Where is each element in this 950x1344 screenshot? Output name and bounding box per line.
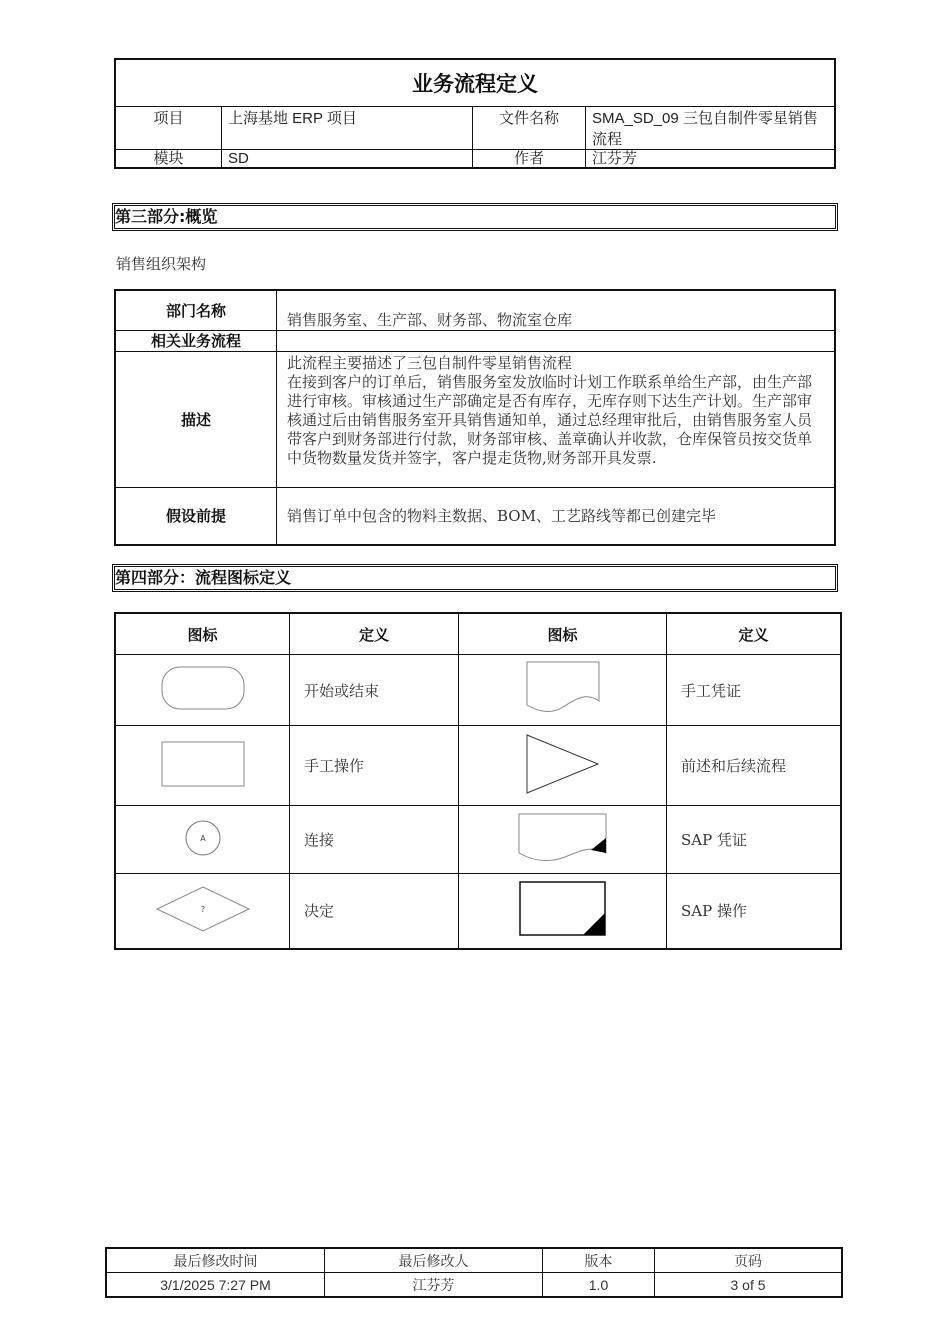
org-structure-label: 销售组织架构 [116,255,207,273]
page-label: 页码 [655,1248,843,1273]
table-row [115,726,841,806]
overview-table [114,289,836,546]
dept-value: 销售服务室、生产部、财务部、物流室仓库 [277,290,836,330]
module-label: 模块 [115,150,222,169]
rounded-rect-icon [115,655,290,726]
project-label: 项目 [115,107,222,150]
document-icon [459,655,667,726]
col-def-b: 定义 [667,613,842,655]
decision-mark: ? [200,904,205,914]
modified-by-label: 最后修改人 [325,1248,543,1273]
assume-key: 假设前提 [115,487,277,545]
desc-line1: 此流程主要描述了三包自制件零星销售流程 [287,353,573,372]
author-label: 作者 [473,150,586,169]
sap-document-icon [459,806,667,874]
desc-key: 描述 [115,351,277,487]
col-icon-a: 图标 [115,613,290,655]
modified-by-value: 江芬芳 [325,1273,543,1298]
triangle-icon [459,726,667,806]
def-sap-document: SAP 凭证 [667,806,842,874]
dept-key: 部门名称 [115,290,277,330]
diamond-icon [115,874,290,949]
col-icon-b: 图标 [459,613,667,655]
def-start-end: 开始或结束 [290,655,459,726]
rectangle-icon [115,726,290,806]
modified-time-value: 3/1/2025 7:27 PM [106,1273,325,1298]
doc-title: 业务流程定义 [115,59,835,107]
sap-operation-icon [459,874,667,949]
icon-definition-table [114,612,842,950]
desc-line2: 在接到客户的订单后，销售服务室发放临时计划工作联系单给生产部，由生产部进行审核。审核通过生产部确定是否有库存，无库存则下达生产计划。生产部审核通过后由销售服务室开具销售通知单，通过总经理审批后，由销售服务室人员带客户到财务部进行付款，财务部审核、盖章确认并收款，仓库保管员按交货单中货物数量发货并签字，客户提走货物,财务部开具发票. [287,372,813,467]
version-label: 版本 [543,1248,655,1273]
section4-title: 第四部分：流程图标定义 [114,566,836,590]
page-value: 3 of 5 [655,1273,843,1298]
process-key: 相关业务流程 [115,330,277,351]
def-prev-next-process: 前述和后续流程 [667,726,842,806]
table-row [115,806,841,874]
header-table [114,58,836,169]
process-value [277,330,836,351]
module-value: SD [222,150,473,169]
def-connector: 连接 [290,806,459,874]
file-value: SMA_SD_09 三包自制件零星销售流程 [586,107,836,150]
table-row [115,655,841,726]
col-def-a: 定义 [290,613,459,655]
def-sap-operation: SAP 操作 [667,874,842,949]
author-value: 江芬芳 [586,150,836,169]
table-row [115,874,841,949]
section3-title: 第三部分:概览 [114,205,836,229]
footer-table [105,1247,843,1298]
desc-value [277,351,836,487]
project-value: 上海基地 ERP 项目 [222,107,473,150]
circle-connector-icon [115,806,290,874]
file-label: 文件名称 [473,107,586,150]
def-decision: 决定 [290,874,459,949]
def-manual-operation: 手工操作 [290,726,459,806]
version-value: 1.0 [543,1273,655,1298]
connector-letter: A [199,833,206,843]
assume-value: 销售订单中包含的物料主数据、BOM、工艺路线等都已创建完毕 [277,487,836,545]
def-manual-document: 手工凭证 [667,655,842,726]
modified-time-label: 最后修改时间 [106,1248,325,1273]
